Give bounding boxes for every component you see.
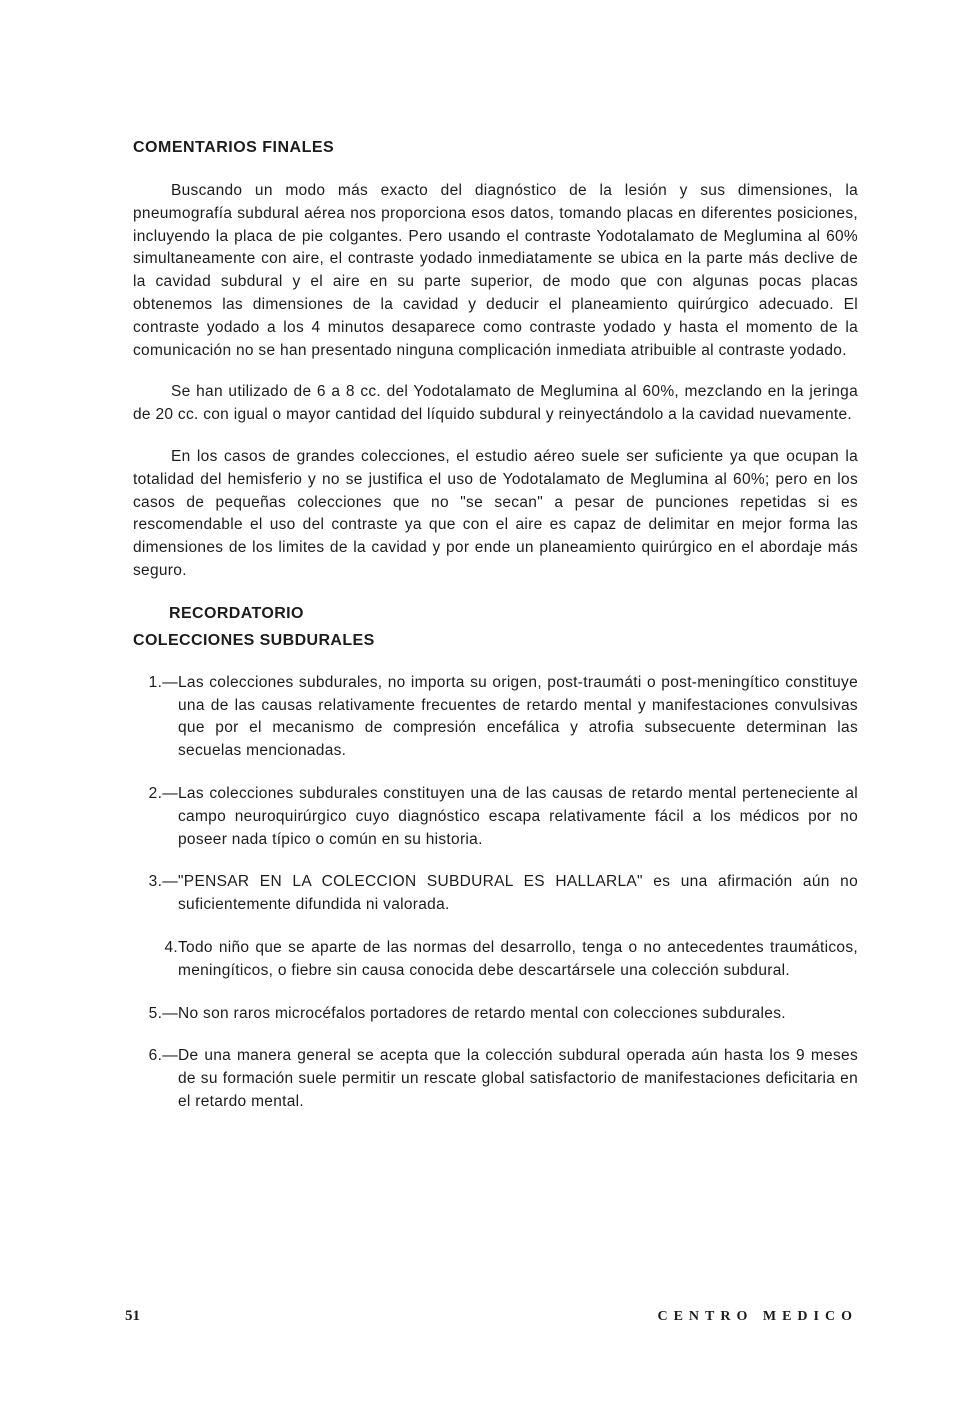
list-item	[133, 871, 858, 917]
list-text: No son raros microcéfalos portadores de retardo mental con colecciones subdurales.	[178, 1004, 786, 1022]
list-text: De una manera general se acepta que la colección subdural operada aún hasta los 9 meses de su formación suele permitir un rescate global satisfactorio de manifestaciones deficitaria en el retardo mental.	[178, 1047, 858, 1110]
list-number: 3.—	[148, 873, 178, 891]
page-number: 51	[125, 1308, 140, 1324]
list-text: Las colecciones subdurales constituyen una de las causas de retardo mental perteneciente al campo neuroquirúrgico cuyo diagnóstico escapa relativamente fácil a los médicos por no poseer nada típico o común en su historia.	[178, 784, 858, 848]
list-number: 5.—	[148, 1004, 178, 1022]
page-content	[133, 126, 858, 1134]
section-title: COMENTARIOS FINALES	[133, 139, 335, 156]
paragraph: Buscando un modo más exacto del diagnóstico de la lesión y sus dimensiones, la pneumografía subdural aérea nos proporciona esos datos, tomando placas en diferentes posiciones, incluyendo la placa de pie colgantes. Pero usando el contraste Yodotalamato de Meglumina al 60% simultaneamente con aire, el contraste yodado inmediatamente se ubica en la parte más declive de la cavidad subdural y el aire en su parte superior, de modo que con algunas pocas placas obtenemos las dimensiones de la cavidad y deducir el planeamiento quirúrgico adecuado. El contraste yodado a los 4 minutos desaparece como contraste yodado y hasta el momento de la comunicación no se han presentado ninguna complicación inmediata atribuible al contraste yodado.	[133, 182, 858, 359]
recordatorio-list	[133, 672, 858, 1114]
list-text: Las colecciones subdurales, no importa su origen, post-traumáti o post-meningítico constituye una de las causas relativamente frecuentes de retardo mental y manifestaciones convulsivas que por el mecanismo de compresión encefálica y atrofia subsecuente determinan las secuelas mencionadas.	[178, 673, 858, 760]
list-number: 1.—	[148, 673, 178, 691]
list-number: 6.—	[148, 1047, 178, 1065]
list-item	[133, 783, 858, 851]
list-item	[133, 672, 858, 763]
paragraph: En los casos de grandes colecciones, el estudio aéreo suele ser suficiente ya que ocupan la totalidad del hemisferio y no se justifica el uso de Yodotalamato de Meglumina al 60%; pero en los casos de pequeñas colecciones que no "se secan" a pesar de punciones repetidas si es rescomendable el uso del contraste ya que con el aire es capaz de delimitar en mejor forma las dimensiones de los limites de la cavidad y por ende un planeamiento quirúrgico en el abordaje más seguro.	[133, 447, 858, 579]
paragraph: Se han utilizado de 6 a 8 cc. del Yodotalamato de Meglumina al 60%, mezclando en la jeringa de 20 cc. con igual o mayor cantidad del líquido subdural y reinyectándolo a la cavidad nuevamente.	[133, 383, 858, 424]
colecciones-heading: COLECCIONES SUBDURALES	[133, 631, 375, 649]
list-text: Todo niño que se aparte de las normas del desarrollo, tenga o no antecedentes traumáticos, meningíticos, o fiebre sin causa conocida debe descartársele una colección subdural.	[178, 938, 858, 979]
list-item	[133, 1003, 858, 1026]
list-item	[133, 937, 858, 983]
recordatorio-heading: RECORDATORIO	[169, 604, 304, 622]
page-footer	[125, 1308, 858, 1325]
list-item	[133, 1045, 858, 1113]
journal-name: CENTRO MEDICO	[657, 1309, 858, 1324]
list-number: 2.—	[148, 784, 178, 802]
list-number: 4.	[164, 938, 178, 956]
list-text: "PENSAR EN LA COLECCION SUBDURAL ES HALLARLA" es una afirmación aún no suficientemente difundida ni valorada.	[178, 873, 858, 914]
